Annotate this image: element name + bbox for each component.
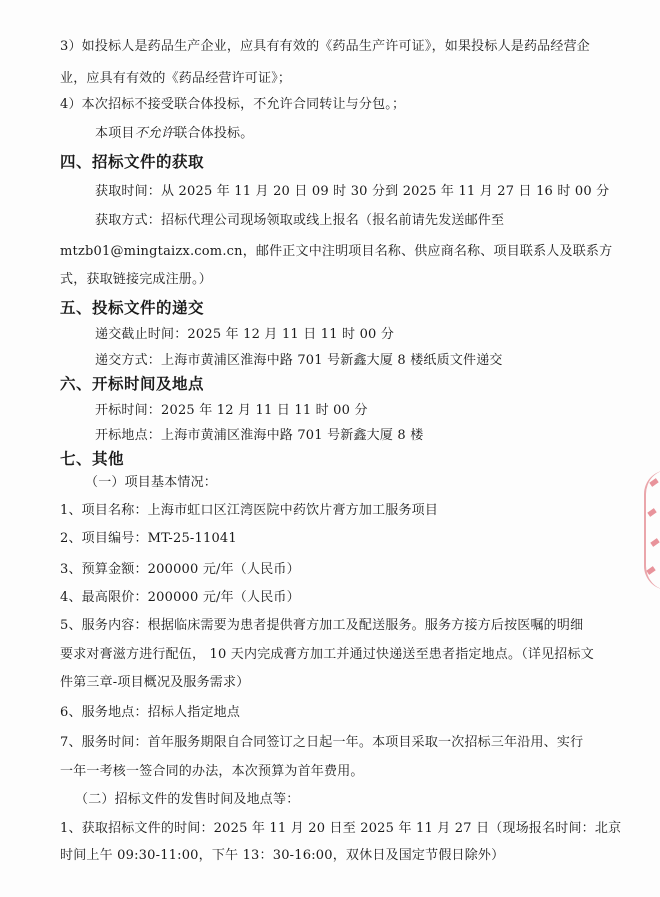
consortium-note-suffix: 联合体投标。	[174, 126, 254, 141]
budget-amount: 3、预算金额：200000 元/年（人民币）	[60, 562, 300, 577]
sale-time-line-2: 时间上午 09:30-11:00，下午 13：30-16:00，双休日及国定节假日除外）	[60, 848, 505, 863]
consortium-note	[95, 125, 253, 143]
service-period-line-2: 一年一考核一签合同的办法，本次预算为首年费用。	[60, 764, 364, 779]
service-period-line-1: 7、服务时间：首年服务期限自合同签订之日起一年。本项目采取一次招标三年沿用、实行	[60, 735, 584, 750]
service-content-line-3: 件第三章-项目概况及服务需求）	[60, 675, 250, 690]
acquisition-method-line-3: 式，获取链接完成注册。）	[60, 272, 212, 287]
subsection-2-title: （二）招标文件的发售时间及地点等：	[75, 792, 300, 807]
consortium-note-prefix: 本项目	[95, 126, 135, 141]
section-6-heading: 六、开标时间及地点	[60, 375, 205, 393]
service-content-line-2: 要求对膏滋方进行配伍， 10 天内完成膏方加工并通过快递送至患者指定地点。（详见招标文	[60, 647, 594, 662]
requirement-3-line-2: 业，应具有有效的《药品经营许可证》；	[60, 71, 292, 86]
section-4-heading: 四、招标文件的获取	[60, 153, 205, 171]
subsection-1-title: （一）项目基本情况：	[85, 475, 218, 490]
project-name: 1、项目名称：上海市虹口区江湾医院中药饮片膏方加工服务项目	[60, 503, 439, 518]
section-7-heading: 七、其他	[60, 450, 125, 468]
acquisition-method-line-1: 获取方式：招标代理公司现场领取或线上报名（报名前请先发送邮件至	[95, 213, 505, 228]
service-location: 6、服务地点：招标人指定地点	[60, 705, 241, 720]
opening-time: 开标时间：2025 年 12 月 11 日 11 时 00 分	[95, 403, 368, 418]
maximum-price: 4、最高限价：200000 元/年（人民币）	[60, 590, 300, 605]
acquisition-time: 获取时间：从 2025 年 11 月 20 日 09 时 30 分到 2025 年 11 月 27 日 16 时 00 分	[95, 184, 610, 199]
submission-method: 递交方式：上海市黄浦区淮海中路 701 号新鑫大厦 8 楼纸质文件递交	[95, 353, 503, 368]
consortium-note-emphasis: 不允许	[134, 126, 175, 141]
sale-time-line-1: 1、获取招标文件的时间：2025 年 11 月 20 日至 2025 年 11 月 27 日（现场报名时间：北京	[60, 821, 622, 836]
acquisition-method-line-2: mtzb01@mingtaizx.com.cn，邮件正文中注明项目名称、供应商名称、项目联系人及联系方	[60, 244, 613, 259]
requirement-4: 4）本次招标不接受联合体投标，不允许合同转让与分包。；	[60, 97, 406, 112]
submission-deadline: 递交截止时间：2025 年 12 月 11 日 11 时 00 分	[95, 327, 395, 342]
project-number: 2、项目编号：MT-25-11041	[60, 531, 237, 546]
opening-location: 开标地点：上海市黄浦区淮海中路 701 号新鑫大厦 8 楼	[95, 428, 424, 443]
service-content-line-1: 5、服务内容：根据临床需要为患者提供膏方加工及配送服务。服务方接方后按医嘱的明细	[60, 618, 584, 633]
requirement-3-line-1: 3）如投标人是药品生产企业，应具有有效的《药品生产许可证》，如果投标人是药品经营企	[60, 39, 590, 54]
section-5-heading: 五、投标文件的递交	[60, 299, 205, 317]
